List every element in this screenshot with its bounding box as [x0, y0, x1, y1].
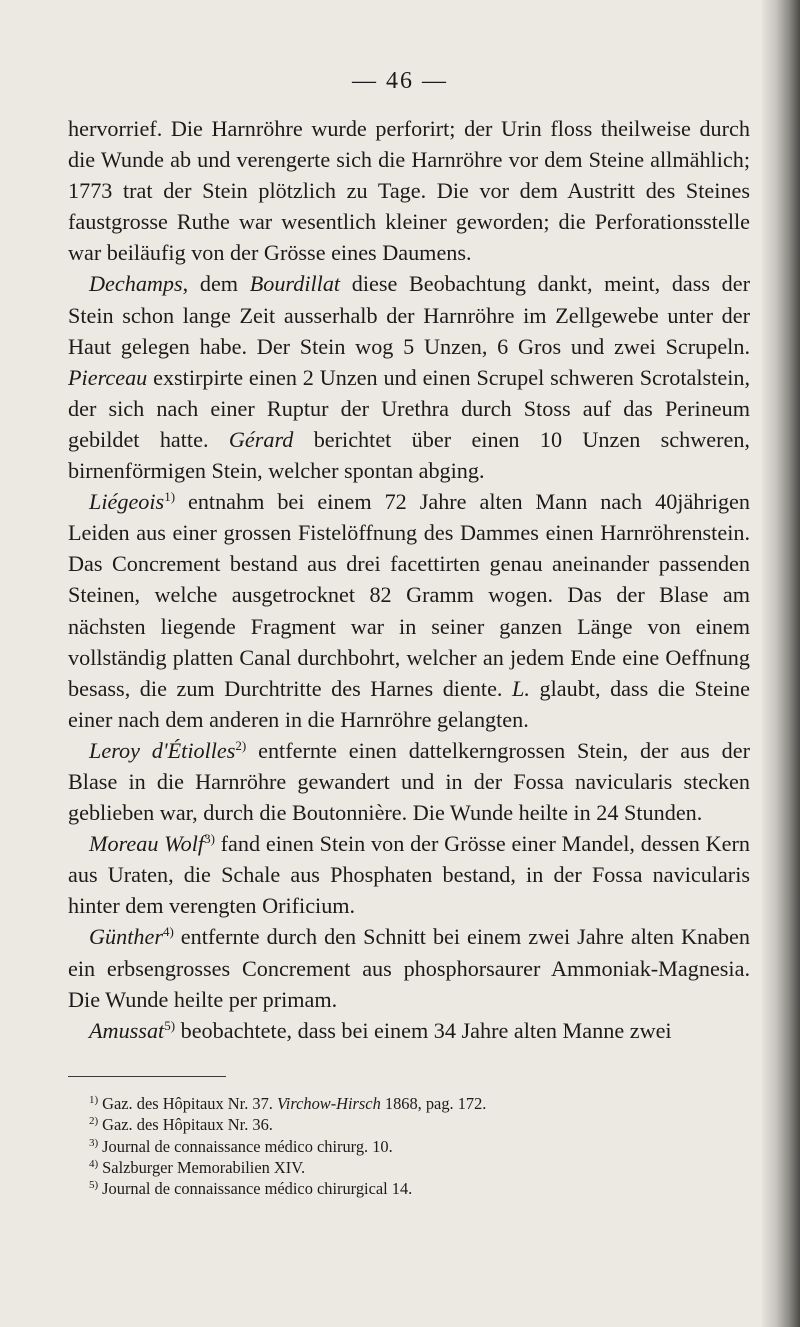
footnote-text: Gaz. des Hôpitaux Nr. 36.: [102, 1115, 273, 1135]
text-segment: exstirpirte einen 2 Unzen und einen Scrupel schweren Scrotalstein, der sich nach einer Ruptur der Urethra durch Stoss auf das Perineum gebildet hatte.: [68, 364, 750, 452]
footnote-mark: 3): [89, 1136, 99, 1149]
footnote-reference: 5): [164, 1017, 176, 1033]
footnote-text: Salzburger Memorabilien XIV.: [102, 1157, 306, 1177]
paragraph: [68, 486, 750, 735]
footnote-mark: 4): [89, 1157, 99, 1170]
footnote-reference: 1): [164, 489, 176, 505]
footnote-mark: 2): [89, 1115, 99, 1128]
text-segment: entnahm bei einem 72 Jahre alten Mann nach 40jährigen Leiden aus einer grossen Fistelöffnung des Dammes einen Harnröhrenstein. Das Concrement bestand aus drei facettirten genau aneinander passenden Steinen, welche ausgetrocknet 82 Gramm wogen. Das der Blase am nächsten liegende Fragment war in seiner ganzen Länge von einem vollständig platten Canal durchbohrt, welcher an jedem Ende eine Oeffnung besass, die zum Durchtritte des Harnes diente.: [68, 489, 750, 701]
footnote-text: Journal de connaissance médico chirurgical 14.: [102, 1179, 413, 1199]
author-name: Moreau Wolf: [89, 831, 205, 857]
author-name: Amussat: [89, 1017, 165, 1043]
footnote-text: Gaz. des Hôpitaux Nr. 37.: [102, 1094, 277, 1113]
footnote-text: Virchow-Hirsch: [276, 1094, 381, 1113]
paragraph: [68, 268, 750, 486]
paragraph: [68, 113, 750, 268]
text-segment: diese Beobachtung dankt, meint, dass der Stein schon lange Zeit ausserhalb der Harnröhre im Zellgewebe unter der Haut gelegen habe. Der Stein wog 5 Unzen, 6 Gros und zwei Scrupeln.: [68, 271, 750, 359]
text-segment: entfernte durch den Schnitt bei einem zwei Jahre alten Knaben ein erbsengrosses Concrement aus phosphorsaurer Ammoniak-Magnesia. Die Wunde heilte per primam.: [68, 924, 750, 1012]
footnote-separator: [68, 1076, 226, 1077]
author-name: Günther: [89, 924, 163, 950]
footnote: [89, 1114, 749, 1135]
text-segment: berichtet über einen 10 Unzen schweren, birnenförmigen Stein, welcher spontan abging.: [68, 426, 750, 484]
paragraph: [68, 1015, 750, 1046]
text-segment: , dem: [182, 271, 250, 297]
footnote: [89, 1178, 749, 1199]
author-name: Pierceau: [68, 364, 148, 390]
author-name: Bourdillat: [249, 271, 341, 297]
footnote: [89, 1136, 749, 1157]
author-name: Dechamps: [89, 271, 183, 297]
footnote-reference: 3): [204, 831, 215, 847]
footnotes: [89, 1093, 749, 1199]
footnote-reference: 4): [162, 924, 174, 940]
text-segment: hervorrief. Die Harnröhre wurde perforirt; der Urin floss theilweise durch die Wunde ab und verengerte sich die Harnröhre vor dem Steine allmählich; 1773 trat der Stein plötzlich zu Tage. Die vor dem Austritt des Steines faustgrosse Ruthe war wesentlich kleiner geworden; die Perforationsstelle war beiläufig von der Grösse eines Daumens.: [68, 116, 750, 266]
book-binding-shadow: [762, 0, 800, 1327]
page-number: — 46 —: [352, 68, 448, 94]
footnote-mark: 5): [89, 1179, 99, 1192]
author-name: Leroy d'Étiolles: [89, 737, 236, 763]
paragraph: [68, 921, 750, 1014]
paragraph: [68, 828, 750, 921]
text-segment: fand einen Stein von der Grösse einer Mandel, dessen Kern aus Uraten, die Schale aus Phosphaten bestand, in der Fossa navicularis hinter dem verengten Orificium.: [68, 831, 750, 919]
text-segment: glaubt, dass die Steine einer nach dem anderen in die Harnröhre gelangten.: [68, 675, 750, 732]
footnote: [89, 1157, 749, 1178]
footnote: [89, 1093, 749, 1114]
author-name: Liégeois: [89, 489, 165, 515]
footnote-mark: 1): [89, 1094, 99, 1106]
paragraph: [68, 735, 750, 828]
footnote-text: 1868, pag. 172.: [380, 1094, 487, 1113]
text-segment: entfernte einen dattelkerngrossen Stein, der aus der Blase in die Harnröhre gewandert und in der Fossa navicularis stecken geblieben war, durch die Boutonnière. Die Wunde heilte in 24 Stunden.: [68, 737, 750, 826]
text-segment: beobachtete, dass bei einem 34 Jahre alten Manne zwei: [175, 1017, 672, 1043]
author-name: Gérard: [228, 426, 294, 452]
footnote-reference: 2): [235, 737, 247, 753]
footnote-text: Journal de connaissance médico chirurg. 10.: [102, 1136, 393, 1156]
author-name: L.: [512, 675, 530, 701]
body-text: [68, 113, 750, 1046]
